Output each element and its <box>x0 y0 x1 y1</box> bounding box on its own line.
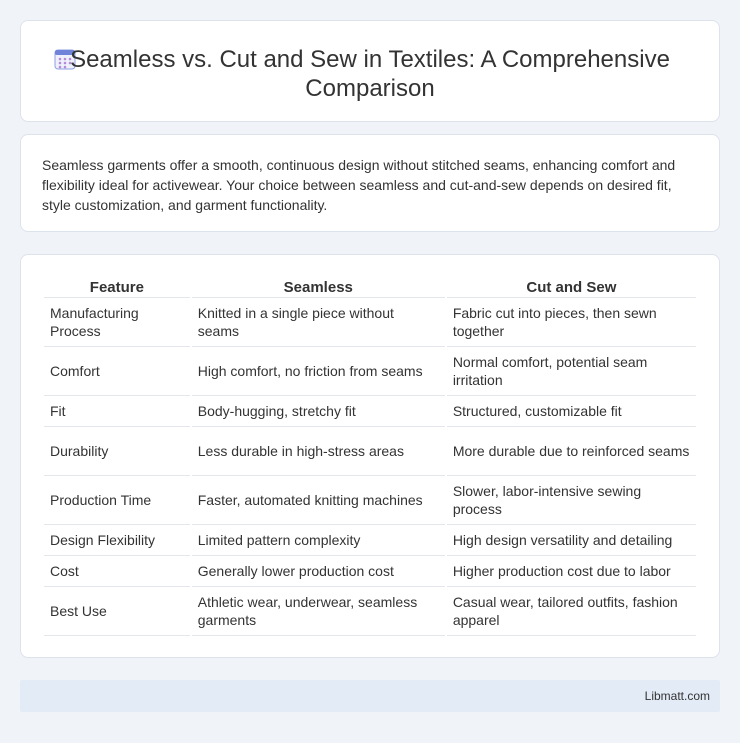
comparison-card <box>20 254 720 658</box>
table-row <box>44 556 696 587</box>
seamless-cell: Body-hugging, stretchy fit <box>192 396 445 427</box>
header-seamless: Seamless <box>192 277 445 298</box>
intro-card <box>20 134 720 232</box>
page-title: Seamless vs. Cut and Sew in Textiles: A Comprehensive Comparison <box>70 46 670 102</box>
cut-and-sew-cell: More durable due to reinforced seams <box>447 427 696 476</box>
cut-and-sew-cell: Higher production cost due to labor <box>447 556 696 587</box>
feature-cell: Production Time <box>44 476 190 525</box>
feature-cell: Comfort <box>44 347 190 396</box>
table-row <box>44 396 696 427</box>
seamless-cell: Athletic wear, underwear, seamless garments <box>192 587 445 636</box>
table-header-row <box>44 277 696 298</box>
seamless-cell: Faster, automated knitting machines <box>192 476 445 525</box>
comparison-table <box>42 277 698 636</box>
table-row <box>44 587 696 636</box>
seamless-cell: Knitted in a single piece without seams <box>192 298 445 347</box>
cut-and-sew-cell: Structured, customizable fit <box>447 396 696 427</box>
table-row <box>44 427 696 476</box>
intro-text: Seamless garments offer a smooth, continuous design without stitched seams, enhancing comfort and flexibility ideal for activewear. Your choice between seamless and cut-and-sew depends on desired fit, style customization, and garment functionality. <box>42 157 676 213</box>
feature-cell: Fit <box>44 396 190 427</box>
footer-brand: Libmatt.com <box>644 689 710 703</box>
table-row <box>44 298 696 347</box>
table-row <box>44 476 696 525</box>
seamless-cell: High comfort, no friction from seams <box>192 347 445 396</box>
table-row <box>44 347 696 396</box>
cut-and-sew-cell: High design versatility and detailing <box>447 525 696 556</box>
cut-and-sew-cell: Fabric cut into pieces, then sewn together <box>447 298 696 347</box>
header-feature: Feature <box>44 277 190 298</box>
feature-cell: Design Flexibility <box>44 525 190 556</box>
cut-and-sew-cell: Normal comfort, potential seam irritation <box>447 347 696 396</box>
seamless-cell: Limited pattern complexity <box>192 525 445 556</box>
feature-cell: Manufacturing Process <box>44 298 190 347</box>
feature-cell: Best Use <box>44 587 190 636</box>
cut-and-sew-cell: Slower, labor-intensive sewing process <box>447 476 696 525</box>
title-card <box>20 20 720 122</box>
table-row <box>44 525 696 556</box>
header-cut-and-sew: Cut and Sew <box>447 277 696 298</box>
feature-cell: Durability <box>44 427 190 476</box>
seamless-cell: Less durable in high-stress areas <box>192 427 445 476</box>
seamless-cell: Generally lower production cost <box>192 556 445 587</box>
cut-and-sew-cell: Casual wear, tailored outfits, fashion apparel <box>447 587 696 636</box>
footer <box>20 680 720 712</box>
feature-cell: Cost <box>44 556 190 587</box>
